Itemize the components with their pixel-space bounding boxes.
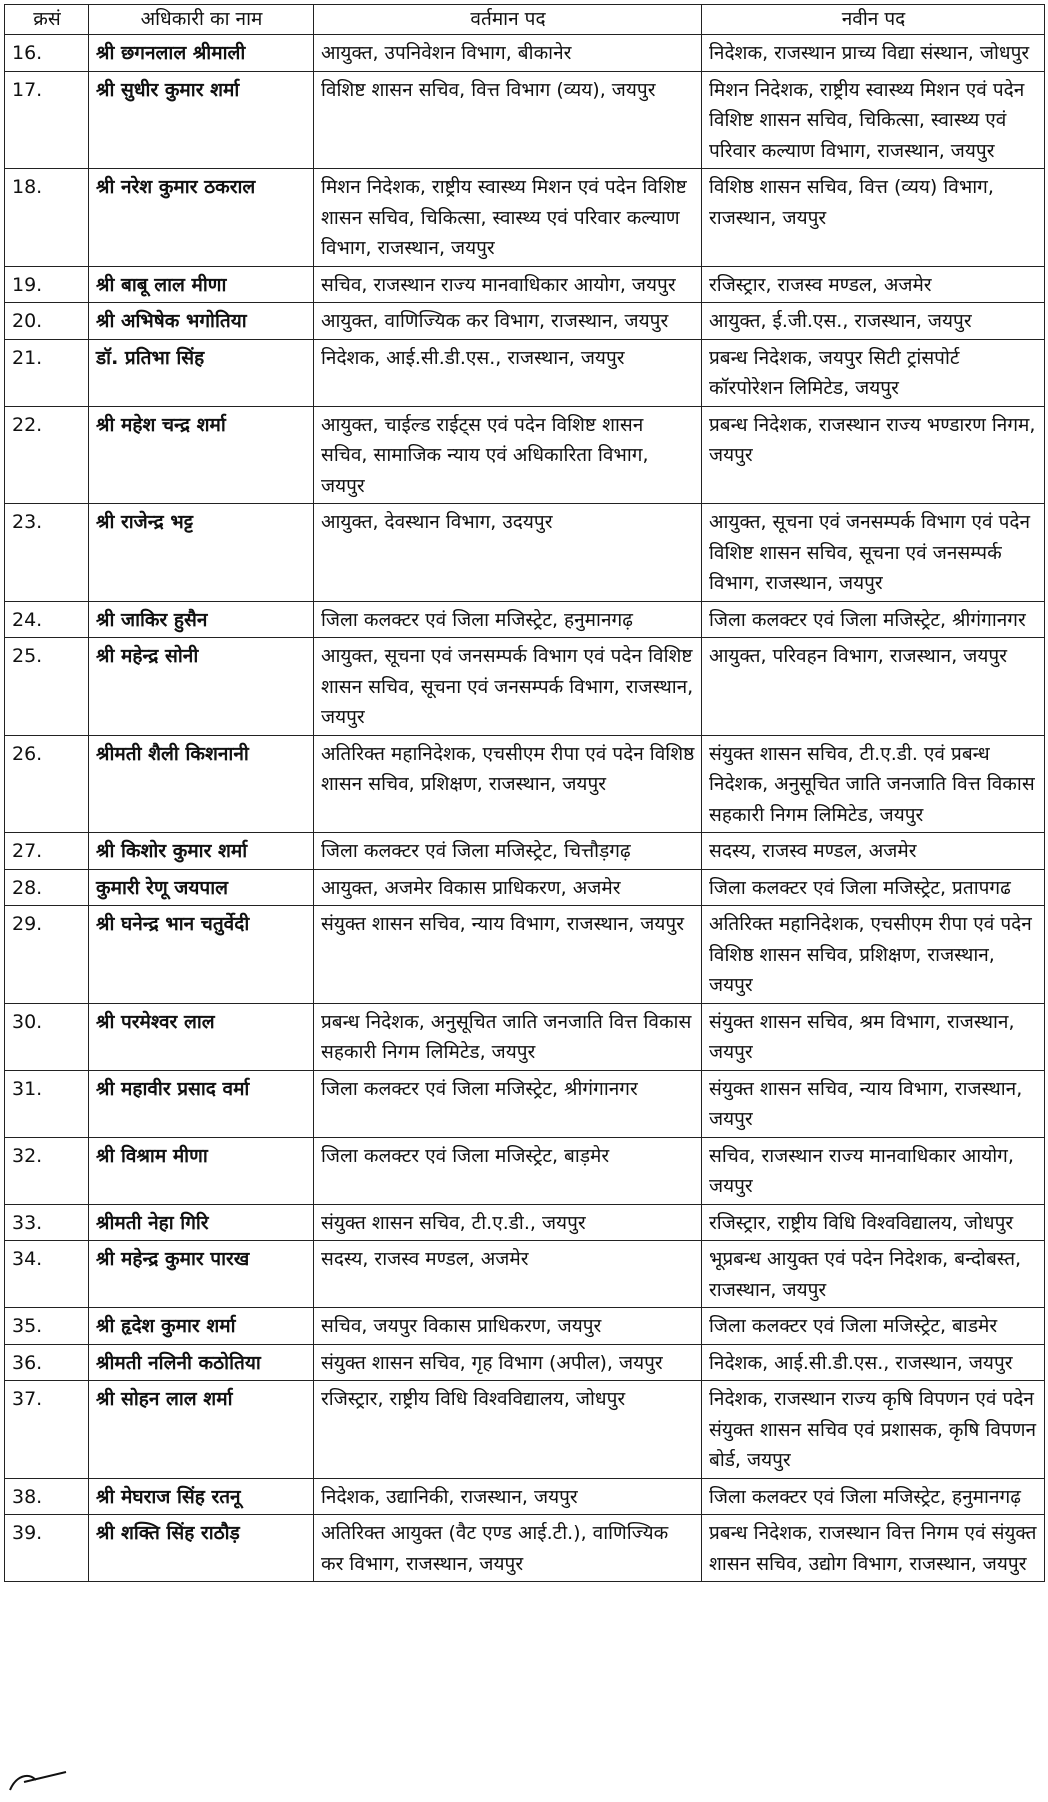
- cell-current-post: आयुक्त, उपनिवेशन विभाग, बीकानेर: [314, 35, 702, 72]
- cell-officer-name: श्री सुधीर कुमार शर्मा: [89, 71, 314, 169]
- cell-current-post: संयुक्त शासन सचिव, न्याय विभाग, राजस्थान, जयपुर: [314, 906, 702, 1004]
- cell-current-post: जिला कलक्टर एवं जिला मजिस्ट्रेट, हनुमानगढ़: [314, 601, 702, 638]
- cell-new-post: भूप्रबन्ध आयुक्त एवं पदेन निदेशक, बन्दोबस्त, राजस्थान, जयपुर: [702, 1241, 1045, 1308]
- cell-new-post: आयुक्त, सूचना एवं जनसम्पर्क विभाग एवं पदेन विशिष्ट शासन सचिव, सूचना एवं जनसम्पर्क विभाग, राजस्थान, जयपुर: [702, 504, 1045, 602]
- table-row: [5, 1241, 1045, 1308]
- cell-serial-number: 23.: [5, 504, 89, 602]
- cell-current-post: आयुक्त, अजमेर विकास प्राधिकरण, अजमेर: [314, 869, 702, 906]
- cell-serial-number: 26.: [5, 735, 89, 833]
- cell-current-post: मिशन निदेशक, राष्ट्रीय स्वास्थ्य मिशन एवं पदेन विशिष्ट शासन सचिव, चिकित्सा, स्वास्थ्य एवं परिवार कल्याण विभाग, राजस्थान, जयपुर: [314, 169, 702, 267]
- cell-officer-name: श्री महेन्द्र सोनी: [89, 638, 314, 736]
- cell-officer-name: श्री बाबू लाल मीणा: [89, 266, 314, 303]
- cell-current-post: सदस्य, राजस्व मण्डल, अजमेर: [314, 1241, 702, 1308]
- table-row: [5, 735, 1045, 833]
- cell-officer-name: श्री शक्ति सिंह राठौड़: [89, 1515, 314, 1582]
- cell-new-post: निदेशक, आई.सी.डी.एस., राजस्थान, जयपुर: [702, 1344, 1045, 1381]
- cell-officer-name: श्रीमती नेहा गिरि: [89, 1204, 314, 1241]
- cell-serial-number: 29.: [5, 906, 89, 1004]
- cell-serial-number: 17.: [5, 71, 89, 169]
- cell-serial-number: 32.: [5, 1137, 89, 1204]
- cell-new-post: रजिस्ट्रार, राजस्व मण्डल, अजमेर: [702, 266, 1045, 303]
- cell-current-post: आयुक्त, देवस्थान विभाग, उदयपुर: [314, 504, 702, 602]
- cell-serial-number: 16.: [5, 35, 89, 72]
- cell-current-post: अतिरिक्त महानिदेशक, एचसीएम रीपा एवं पदेन विशिष्ठ शासन सचिव, प्रशिक्षण, राजस्थान, जयपुर: [314, 735, 702, 833]
- cell-serial-number: 38.: [5, 1478, 89, 1515]
- signature-scribble: [6, 1766, 86, 1794]
- cell-officer-name: श्री किशोर कुमार शर्मा: [89, 833, 314, 870]
- table-row: [5, 35, 1045, 72]
- cell-current-post: आयुक्त, वाणिज्यिक कर विभाग, राजस्थान, जयपुर: [314, 303, 702, 340]
- cell-new-post: जिला कलक्टर एवं जिला मजिस्ट्रेट, बाडमेर: [702, 1308, 1045, 1345]
- cell-officer-name: श्री छगनलाल श्रीमाली: [89, 35, 314, 72]
- cell-current-post: जिला कलक्टर एवं जिला मजिस्ट्रेट, चित्तौड़गढ़: [314, 833, 702, 870]
- cell-current-post: जिला कलक्टर एवं जिला मजिस्ट्रेट, बाड़मेर: [314, 1137, 702, 1204]
- cell-current-post: संयुक्त शासन सचिव, टी.ए.डी., जयपुर: [314, 1204, 702, 1241]
- cell-serial-number: 27.: [5, 833, 89, 870]
- cell-officer-name: श्री महेन्द्र कुमार पारख: [89, 1241, 314, 1308]
- cell-officer-name: डॉ. प्रतिभा सिंह: [89, 339, 314, 406]
- cell-new-post: सचिव, राजस्थान राज्य मानवाधिकार आयोग, जयपुर: [702, 1137, 1045, 1204]
- cell-new-post: प्रबन्ध निदेशक, जयपुर सिटी ट्रांसपोर्ट कॉरपोरेशन लिमिटेड, जयपुर: [702, 339, 1045, 406]
- cell-officer-name: श्री विश्राम मीणा: [89, 1137, 314, 1204]
- cell-current-post: विशिष्ट शासन सचिव, वित्त विभाग (व्यय), जयपुर: [314, 71, 702, 169]
- cell-new-post: संयुक्त शासन सचिव, टी.ए.डी. एवं प्रबन्ध निदेशक, अनुसूचित जाति जनजाति वित्त विकास सहकारी निगम लिमिटेड, जयपुर: [702, 735, 1045, 833]
- cell-new-post: प्रबन्ध निदेशक, राजस्थान वित्त निगम एवं संयुक्त शासन सचिव, उद्योग विभाग, राजस्थान, जयपुर: [702, 1515, 1045, 1582]
- table-row: [5, 1070, 1045, 1137]
- table-row: [5, 906, 1045, 1004]
- table-header-row: [5, 5, 1045, 35]
- cell-new-post: प्रबन्ध निदेशक, राजस्थान राज्य भण्डारण निगम, जयपुर: [702, 406, 1045, 504]
- cell-new-post: सदस्य, राजस्व मण्डल, अजमेर: [702, 833, 1045, 870]
- cell-officer-name: श्री महावीर प्रसाद वर्मा: [89, 1070, 314, 1137]
- transfer-table: [4, 4, 1045, 1582]
- table-row: [5, 504, 1045, 602]
- table-row: [5, 1478, 1045, 1515]
- cell-serial-number: 20.: [5, 303, 89, 340]
- table-row: [5, 601, 1045, 638]
- cell-serial-number: 22.: [5, 406, 89, 504]
- table-row: [5, 266, 1045, 303]
- table-row: [5, 869, 1045, 906]
- cell-serial-number: 30.: [5, 1003, 89, 1070]
- cell-new-post: संयुक्त शासन सचिव, श्रम विभाग, राजस्थान, जयपुर: [702, 1003, 1045, 1070]
- cell-officer-name: कुमारी रेणू जयपाल: [89, 869, 314, 906]
- cell-serial-number: 25.: [5, 638, 89, 736]
- header-officer-name: अधिकारी का नाम: [89, 5, 314, 35]
- cell-officer-name: श्री राजेन्द्र भट्ट: [89, 504, 314, 602]
- table-row: [5, 339, 1045, 406]
- cell-serial-number: 28.: [5, 869, 89, 906]
- cell-serial-number: 35.: [5, 1308, 89, 1345]
- table-row: [5, 1137, 1045, 1204]
- cell-officer-name: श्री जाकिर हुसैन: [89, 601, 314, 638]
- table-body: [5, 35, 1045, 1582]
- table-row: [5, 1204, 1045, 1241]
- table-row: [5, 1308, 1045, 1345]
- cell-serial-number: 24.: [5, 601, 89, 638]
- cell-current-post: संयुक्त शासन सचिव, गृह विभाग (अपील), जयपुर: [314, 1344, 702, 1381]
- cell-new-post: आयुक्त, ई.जी.एस., राजस्थान, जयपुर: [702, 303, 1045, 340]
- cell-new-post: जिला कलक्टर एवं जिला मजिस्ट्रेट, प्रतापगढ: [702, 869, 1045, 906]
- table-row: [5, 1381, 1045, 1479]
- cell-officer-name: श्री महेश चन्द्र शर्मा: [89, 406, 314, 504]
- cell-officer-name: श्री हृदेश कुमार शर्मा: [89, 1308, 314, 1345]
- cell-new-post: निदेशक, राजस्थान प्राच्य विद्या संस्थान, जोधपुर: [702, 35, 1045, 72]
- cell-new-post: आयुक्त, परिवहन विभाग, राजस्थान, जयपुर: [702, 638, 1045, 736]
- cell-current-post: प्रबन्ध निदेशक, अनुसूचित जाति जनजाति वित्त विकास सहकारी निगम लिमिटेड, जयपुर: [314, 1003, 702, 1070]
- table-row: [5, 1003, 1045, 1070]
- table-row: [5, 406, 1045, 504]
- cell-current-post: जिला कलक्टर एवं जिला मजिस्ट्रेट, श्रीगंगानगर: [314, 1070, 702, 1137]
- header-new-post: नवीन पद: [702, 5, 1045, 35]
- table-row: [5, 1515, 1045, 1582]
- table-row: [5, 303, 1045, 340]
- cell-current-post: आयुक्त, सूचना एवं जनसम्पर्क विभाग एवं पदेन विशिष्ट शासन सचिव, सूचना एवं जनसम्पर्क विभाग, राजस्थान, जयपुर: [314, 638, 702, 736]
- cell-new-post: रजिस्ट्रार, राष्ट्रीय विधि विश्वविद्यालय, जोधपुर: [702, 1204, 1045, 1241]
- cell-current-post: अतिरिक्त आयुक्त (वैट एण्ड आई.टी.), वाणिज्यिक कर विभाग, राजस्थान, जयपुर: [314, 1515, 702, 1582]
- cell-officer-name: श्री सोहन लाल शर्मा: [89, 1381, 314, 1479]
- cell-serial-number: 39.: [5, 1515, 89, 1582]
- cell-officer-name: श्री अभिषेक भगोतिया: [89, 303, 314, 340]
- table-row: [5, 169, 1045, 267]
- table-row: [5, 71, 1045, 169]
- cell-officer-name: श्री नरेश कुमार ठकराल: [89, 169, 314, 267]
- cell-serial-number: 37.: [5, 1381, 89, 1479]
- cell-officer-name: श्रीमती नलिनी कठोतिया: [89, 1344, 314, 1381]
- cell-current-post: निदेशक, उद्यानिकी, राजस्थान, जयपुर: [314, 1478, 702, 1515]
- cell-current-post: सचिव, राजस्थान राज्य मानवाधिकार आयोग, जयपुर: [314, 266, 702, 303]
- cell-new-post: विशिष्ठ शासन सचिव, वित्त (व्यय) विभाग, राजस्थान, जयपुर: [702, 169, 1045, 267]
- document-page: [4, 4, 1044, 1794]
- cell-new-post: अतिरिक्त महानिदेशक, एचसीएम रीपा एवं पदेन विशिष्ठ शासन सचिव, प्रशिक्षण, राजस्थान, जयपुर: [702, 906, 1045, 1004]
- cell-new-post: मिशन निदेशक, राष्ट्रीय स्वास्थ्य मिशन एवं पदेन विशिष्ट शासन सचिव, चिकित्सा, स्वास्थ्य एवं परिवार कल्याण विभाग, राजस्थान, जयपुर: [702, 71, 1045, 169]
- cell-serial-number: 31.: [5, 1070, 89, 1137]
- table-row: [5, 833, 1045, 870]
- cell-serial-number: 36.: [5, 1344, 89, 1381]
- cell-serial-number: 33.: [5, 1204, 89, 1241]
- cell-new-post: संयुक्त शासन सचिव, न्याय विभाग, राजस्थान, जयपुर: [702, 1070, 1045, 1137]
- cell-officer-name: श्री मेघराज सिंह रतनू: [89, 1478, 314, 1515]
- cell-current-post: रजिस्ट्रार, राष्ट्रीय विधि विश्वविद्यालय, जोधपुर: [314, 1381, 702, 1479]
- header-serial-number: क्रसं: [5, 5, 89, 35]
- cell-officer-name: श्रीमती शैली किशनानी: [89, 735, 314, 833]
- header-current-post: वर्तमान पद: [314, 5, 702, 35]
- cell-serial-number: 19.: [5, 266, 89, 303]
- cell-officer-name: श्री परमेश्वर लाल: [89, 1003, 314, 1070]
- cell-current-post: आयुक्त, चाईल्ड राईट्स एवं पदेन विशिष्ट शासन सचिव, सामाजिक न्याय एवं अधिकारिता विभाग, जयपुर: [314, 406, 702, 504]
- cell-new-post: जिला कलक्टर एवं जिला मजिस्ट्रेट, हनुमानगढ़: [702, 1478, 1045, 1515]
- cell-new-post: जिला कलक्टर एवं जिला मजिस्ट्रेट, श्रीगंगानगर: [702, 601, 1045, 638]
- cell-serial-number: 34.: [5, 1241, 89, 1308]
- cell-serial-number: 18.: [5, 169, 89, 267]
- cell-new-post: निदेशक, राजस्थान राज्य कृषि विपणन एवं पदेन संयुक्त शासन सचिव एवं प्रशासक, कृषि विपणन बोर्ड, जयपुर: [702, 1381, 1045, 1479]
- table-row: [5, 638, 1045, 736]
- cell-officer-name: श्री घनेन्द्र भान चतुर्वेदी: [89, 906, 314, 1004]
- table-row: [5, 1344, 1045, 1381]
- cell-current-post: सचिव, जयपुर विकास प्राधिकरण, जयपुर: [314, 1308, 702, 1345]
- cell-current-post: निदेशक, आई.सी.डी.एस., राजस्थान, जयपुर: [314, 339, 702, 406]
- cell-serial-number: 21.: [5, 339, 89, 406]
